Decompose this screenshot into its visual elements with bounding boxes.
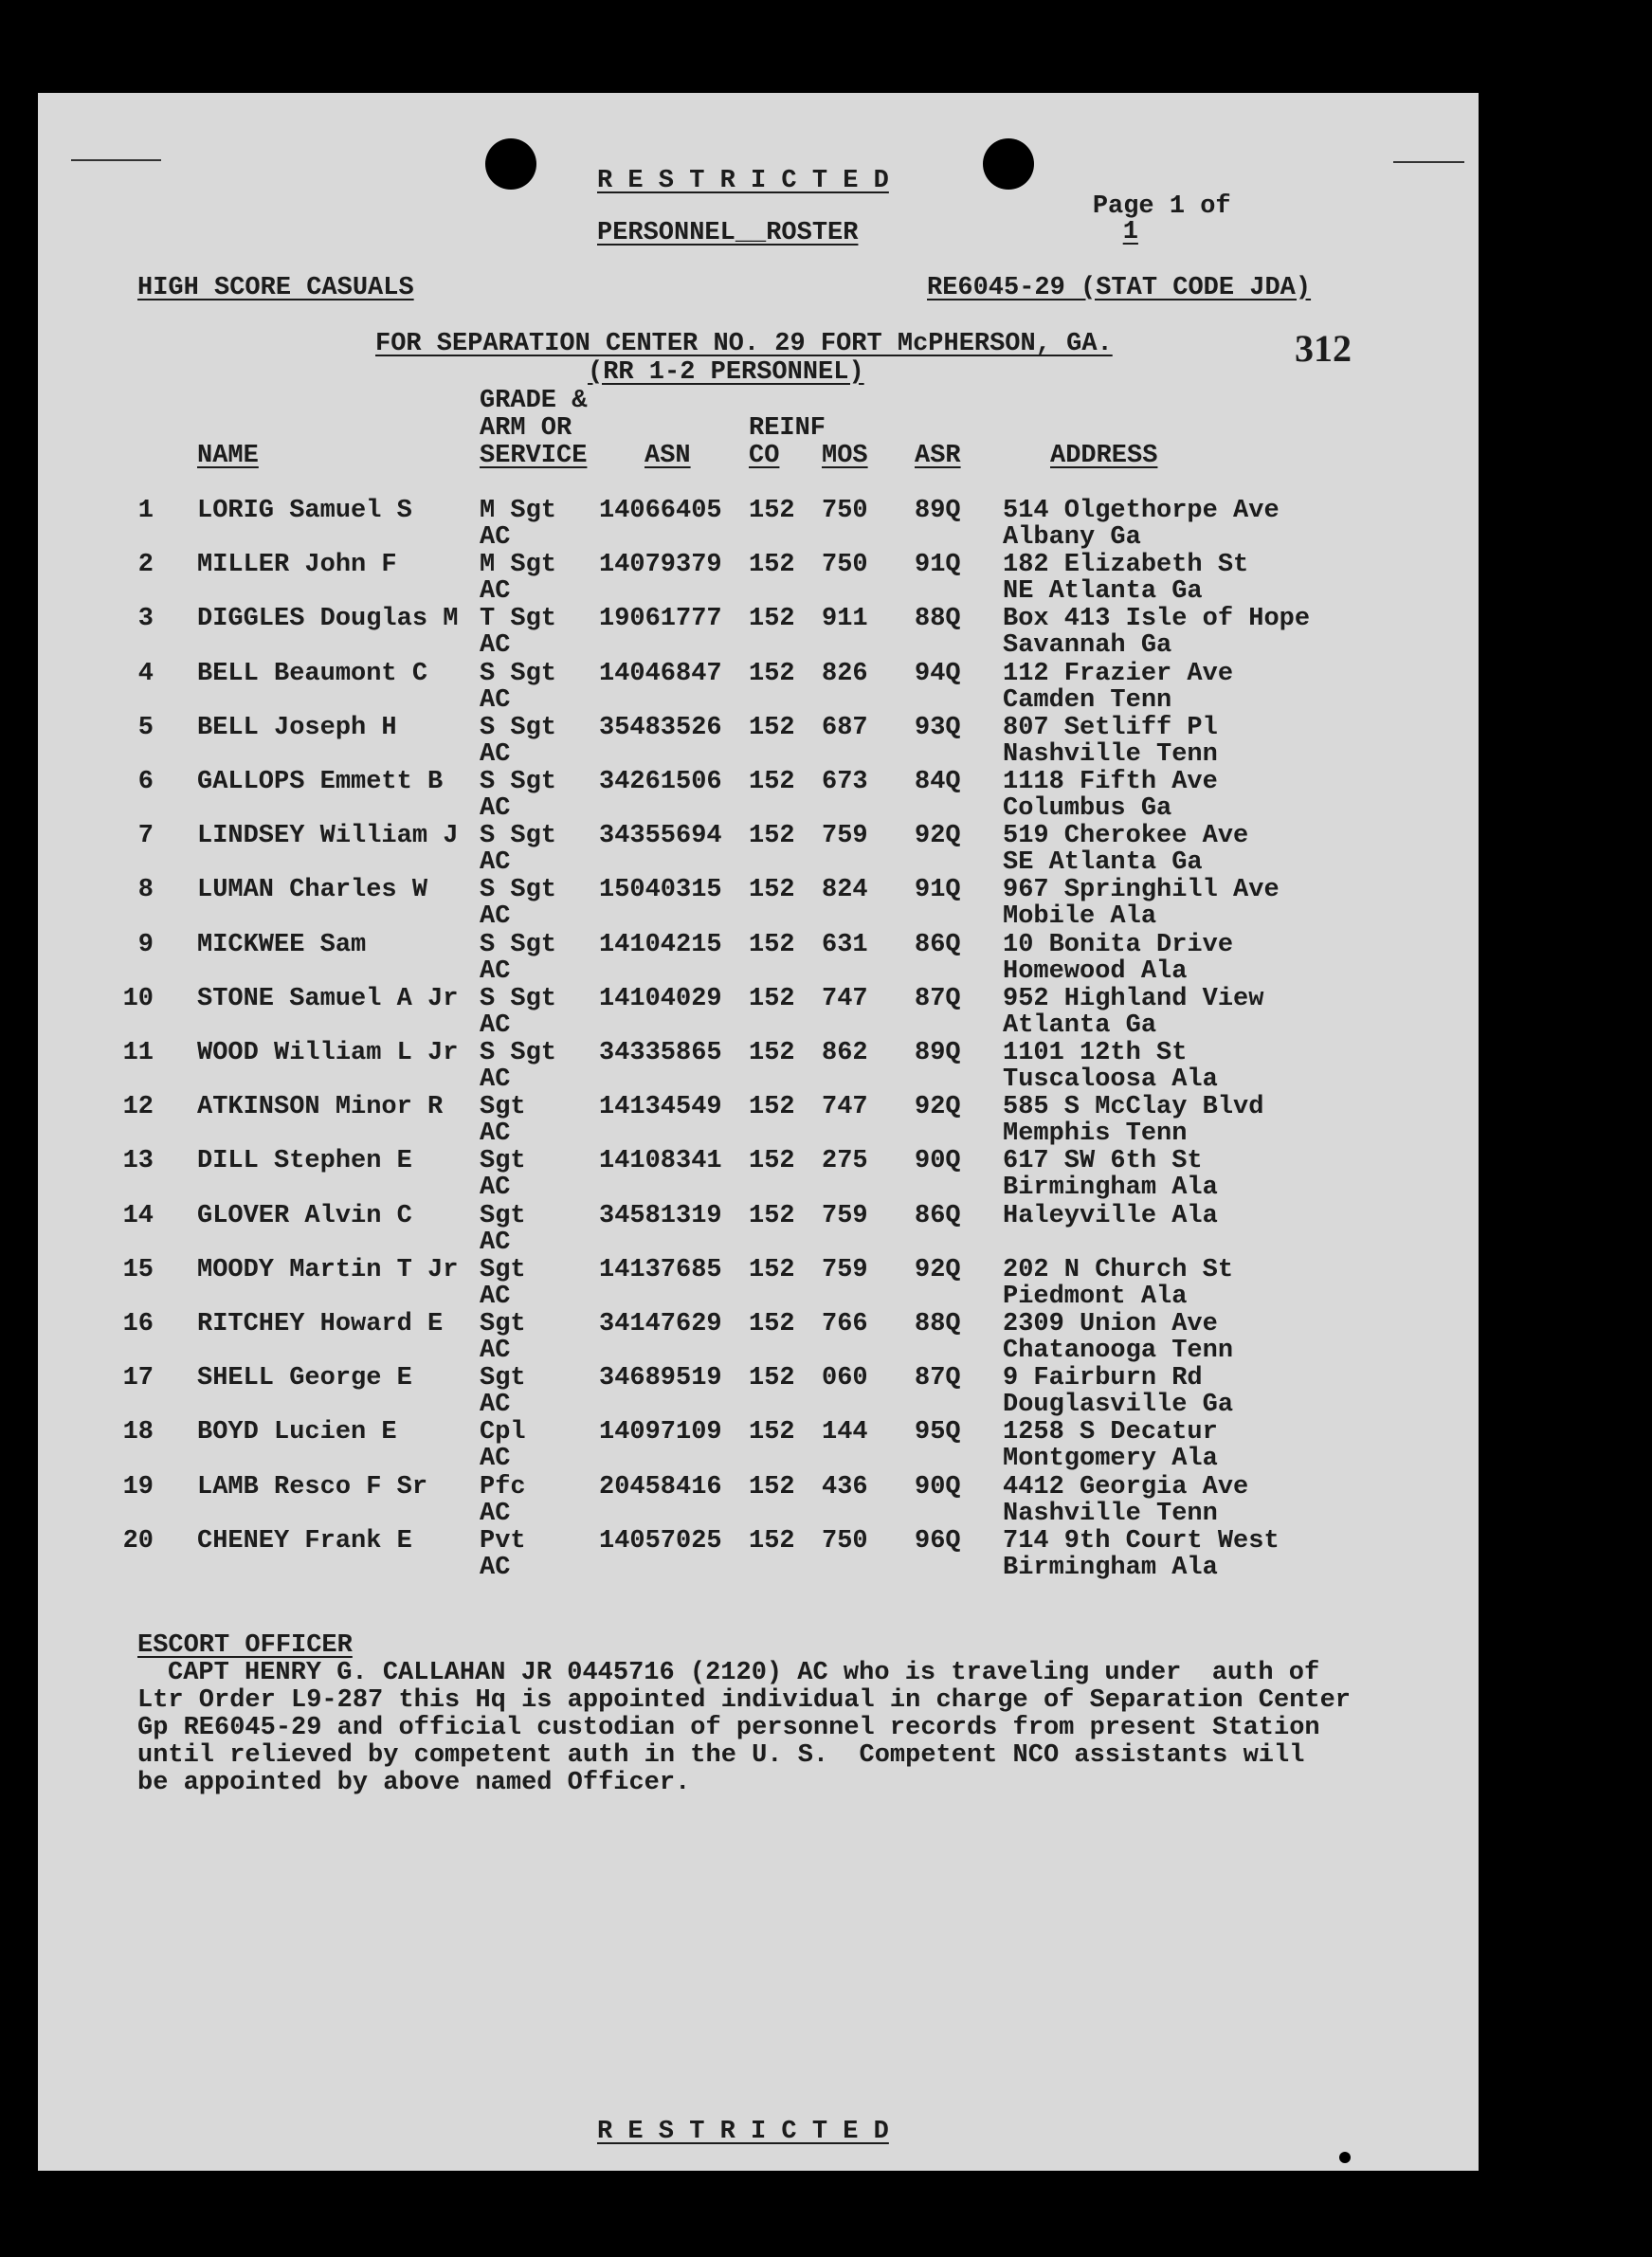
punch-hole-left — [485, 138, 536, 190]
row-number: 10 — [122, 985, 154, 1013]
row-asn: 34335865 — [599, 1039, 722, 1067]
escort-line: Ltr Order L9-287 this Hq is appointed individual in charge of Separation Center — [137, 1686, 1352, 1715]
row-grade: S Sgt — [480, 985, 557, 1013]
row-name: MOODY Martin T Jr — [197, 1256, 459, 1284]
col-mos: MOS — [822, 442, 868, 470]
row-mos: 275 — [822, 1147, 868, 1175]
row-grade: Sgt — [480, 1202, 526, 1230]
row-address-1: 4412 Georgia Ave — [1003, 1473, 1249, 1502]
row-arm: AC — [480, 957, 511, 986]
row-asn: 34689519 — [599, 1364, 722, 1392]
row-grade: S Sgt — [480, 931, 557, 959]
row-mos: 060 — [822, 1364, 868, 1392]
row-asr: 90Q — [915, 1473, 961, 1502]
row-asn: 35483526 — [599, 714, 722, 742]
row-number: 6 — [137, 768, 154, 796]
stamp-number: 312 — [1295, 327, 1352, 370]
row-number: 8 — [137, 876, 154, 904]
row-arm: AC — [480, 631, 511, 660]
row-name: WOOD William L Jr — [197, 1039, 459, 1067]
row-number: 3 — [137, 605, 154, 633]
row-co: 152 — [749, 1202, 795, 1230]
page-prefix: Page 1 of — [1092, 192, 1231, 221]
row-name: BELL Joseph H — [197, 714, 397, 742]
row-name: BELL Beaumont C — [197, 660, 428, 688]
row-name: CHENEY Frank E — [197, 1527, 412, 1556]
row-mos: 144 — [822, 1418, 868, 1447]
row-grade: S Sgt — [480, 768, 557, 796]
row-address-2: Nashville Tenn — [1003, 740, 1218, 769]
row-co: 152 — [749, 605, 795, 633]
row-grade: Sgt — [480, 1093, 526, 1121]
row-arm: AC — [480, 1283, 511, 1311]
row-mos: 687 — [822, 714, 868, 742]
row-asn: 34581319 — [599, 1202, 722, 1230]
row-name: GALLOPS Emmett B — [197, 768, 444, 796]
row-asr: 92Q — [915, 822, 961, 850]
row-address-1: 807 Setliff Pl — [1003, 714, 1218, 742]
row-asn: 14104029 — [599, 985, 722, 1013]
row-number: 1 — [137, 497, 154, 525]
row-asr: 94Q — [915, 660, 961, 688]
row-address-1: 967 Springhill Ave — [1003, 876, 1280, 904]
row-arm: AC — [480, 902, 511, 931]
row-asr: 87Q — [915, 985, 961, 1013]
row-asn: 14097109 — [599, 1418, 722, 1447]
row-mos: 436 — [822, 1473, 868, 1502]
row-mos: 911 — [822, 605, 868, 633]
row-grade: Pvt — [480, 1527, 526, 1556]
row-co: 152 — [749, 1473, 795, 1502]
row-number: 19 — [122, 1473, 154, 1502]
row-asn: 14134549 — [599, 1093, 722, 1121]
restricted-header: R E S T R I C T E D — [597, 167, 889, 195]
row-number: 20 — [122, 1527, 154, 1556]
ink-dot — [1339, 2152, 1351, 2163]
page-title: PERSONNEL__ROSTER — [597, 219, 859, 247]
row-mos: 747 — [822, 985, 868, 1013]
row-address-2: Albany Ga — [1003, 523, 1141, 552]
row-asr: 88Q — [915, 1310, 961, 1338]
row-asr: 84Q — [915, 768, 961, 796]
row-grade: S Sgt — [480, 714, 557, 742]
row-address-2: Nashville Tenn — [1003, 1500, 1218, 1528]
row-asr: 95Q — [915, 1418, 961, 1447]
row-grade: S Sgt — [480, 876, 557, 904]
row-address-2: Birmingham Ala — [1003, 1174, 1218, 1202]
escort-heading: ESCORT OFFICER — [137, 1631, 353, 1660]
row-asn: 15040315 — [599, 876, 722, 904]
row-number: 5 — [137, 714, 154, 742]
row-name: LUMAN Charles W — [197, 876, 428, 904]
row-co: 152 — [749, 985, 795, 1013]
row-address-1: 182 Elizabeth St — [1003, 551, 1249, 579]
row-name: DIGGLES Douglas M — [197, 605, 459, 633]
row-grade: M Sgt — [480, 551, 557, 579]
row-number: 7 — [137, 822, 154, 850]
row-asr: 90Q — [915, 1147, 961, 1175]
row-co: 152 — [749, 768, 795, 796]
row-grade: Sgt — [480, 1147, 526, 1175]
escort-line: until relieved by competent auth in the U. S. Competent NCO assistants will — [137, 1741, 1305, 1770]
row-address-2: Savannah Ga — [1003, 631, 1172, 660]
row-asr: 86Q — [915, 931, 961, 959]
row-address-2: Homewood Ala — [1003, 957, 1188, 986]
row-co: 152 — [749, 1093, 795, 1121]
row-number: 9 — [137, 931, 154, 959]
row-number: 11 — [122, 1039, 154, 1067]
row-asr: 96Q — [915, 1527, 961, 1556]
row-co: 152 — [749, 1364, 795, 1392]
row-asn: 34147629 — [599, 1310, 722, 1338]
col-name: NAME — [197, 442, 259, 470]
row-address-2: Piedmont Ala — [1003, 1283, 1188, 1311]
row-address-2: Mobile Ala — [1003, 902, 1157, 931]
row-asr: 91Q — [915, 551, 961, 579]
row-number: 17 — [122, 1364, 154, 1392]
row-address-1: 202 N Church St — [1003, 1256, 1234, 1284]
row-address-1: 1258 S Decatur — [1003, 1418, 1218, 1447]
margin-mark — [71, 159, 161, 161]
row-grade: Sgt — [480, 1310, 526, 1338]
row-grade: M Sgt — [480, 497, 557, 525]
row-grade: Cpl — [480, 1418, 526, 1447]
row-address-1: 514 Olgethorpe Ave — [1003, 497, 1280, 525]
row-address-1: 2309 Union Ave — [1003, 1310, 1218, 1338]
row-name: BOYD Lucien E — [197, 1418, 397, 1447]
row-name: LAMB Resco F Sr — [197, 1473, 428, 1502]
row-grade: S Sgt — [480, 822, 557, 850]
row-name: SHELL George E — [197, 1364, 412, 1392]
row-asn: 19061777 — [599, 605, 722, 633]
row-asr: 86Q — [915, 1202, 961, 1230]
row-asn: 14079379 — [599, 551, 722, 579]
row-asn: 14066405 — [599, 497, 722, 525]
row-name: ATKINSON Minor R — [197, 1093, 444, 1121]
center-subtitle: (RR 1-2 PERSONNEL) — [588, 358, 864, 387]
row-number: 16 — [122, 1310, 154, 1338]
row-mos: 759 — [822, 1202, 868, 1230]
row-address-1: 519 Cherokee Ave — [1003, 822, 1249, 850]
row-asr: 92Q — [915, 1093, 961, 1121]
row-asr: 88Q — [915, 605, 961, 633]
escort-line: be appointed by above named Officer. — [137, 1769, 691, 1797]
escort-line: CAPT HENRY G. CALLAHAN JR 0445716 (2120) AC who is traveling under auth of — [168, 1659, 1320, 1687]
row-arm: AC — [480, 1391, 511, 1419]
row-asn: 34355694 — [599, 822, 722, 850]
row-co: 152 — [749, 497, 795, 525]
row-asn: 14137685 — [599, 1256, 722, 1284]
row-arm: AC — [480, 686, 511, 715]
row-asn: 14057025 — [599, 1527, 722, 1556]
row-address-2: Columbus Ga — [1003, 794, 1172, 823]
row-arm: AC — [480, 1119, 511, 1148]
row-arm: AC — [480, 1445, 511, 1473]
row-address-1: 952 Highland View — [1003, 985, 1264, 1013]
row-arm: AC — [480, 1500, 511, 1528]
row-arm: AC — [480, 523, 511, 552]
row-name: MILLER John F — [197, 551, 397, 579]
row-address-2: Chatanooga Tenn — [1003, 1337, 1234, 1365]
row-address-2: Birmingham Ala — [1003, 1554, 1218, 1582]
col-grade-line-1: GRADE & — [480, 387, 588, 415]
row-arm: AC — [480, 1554, 511, 1582]
row-address-2: Memphis Tenn — [1003, 1119, 1188, 1148]
row-address-2: Douglasville Ga — [1003, 1391, 1234, 1419]
row-grade: T Sgt — [480, 605, 557, 633]
row-mos: 759 — [822, 822, 868, 850]
row-address-1: 10 Bonita Drive — [1003, 931, 1234, 959]
row-mos: 862 — [822, 1039, 868, 1067]
row-address-1: 112 Frazier Ave — [1003, 660, 1234, 688]
row-co: 152 — [749, 1310, 795, 1338]
page-total: 1 — [1122, 218, 1138, 246]
row-asr: 93Q — [915, 714, 961, 742]
row-grade: Sgt — [480, 1364, 526, 1392]
row-address-1: 617 SW 6th St — [1003, 1147, 1203, 1175]
row-number: 15 — [122, 1256, 154, 1284]
col-address: ADDRESS — [1050, 442, 1158, 470]
row-mos: 750 — [822, 1527, 868, 1556]
row-mos: 824 — [822, 876, 868, 904]
row-co: 152 — [749, 1418, 795, 1447]
col-co: CO — [749, 442, 780, 470]
row-address-2: SE Atlanta Ga — [1003, 848, 1203, 877]
row-asn: 34261506 — [599, 768, 722, 796]
row-mos: 631 — [822, 931, 868, 959]
row-mos: 826 — [822, 660, 868, 688]
row-arm: AC — [480, 1337, 511, 1365]
row-number: 2 — [137, 551, 154, 579]
row-arm: AC — [480, 794, 511, 823]
row-address-1: 1118 Fifth Ave — [1003, 768, 1218, 796]
row-mos: 766 — [822, 1310, 868, 1338]
escort-line: Gp RE6045-29 and official custodian of personnel records from present Station — [137, 1714, 1320, 1742]
row-grade: S Sgt — [480, 660, 557, 688]
row-name: LINDSEY William J — [197, 822, 459, 850]
row-arm: AC — [480, 848, 511, 877]
row-co: 152 — [749, 822, 795, 850]
row-name: RITCHEY Howard E — [197, 1310, 444, 1338]
row-address-1: Box 413 Isle of Hope — [1003, 605, 1311, 633]
row-co: 152 — [749, 1039, 795, 1067]
row-asr: 92Q — [915, 1256, 961, 1284]
col-reinf: REINF — [749, 414, 826, 443]
row-co: 152 — [749, 876, 795, 904]
row-number: 4 — [137, 660, 154, 688]
center-title: FOR SEPARATION CENTER NO. 29 FORT McPHERSON, GA. — [375, 330, 1113, 358]
row-co: 152 — [749, 714, 795, 742]
row-asn: 14108341 — [599, 1147, 722, 1175]
row-asr: 89Q — [915, 497, 961, 525]
restricted-footer: R E S T R I C T E D — [597, 2118, 889, 2146]
row-address-1: 1101 12th St — [1003, 1039, 1188, 1067]
row-mos: 673 — [822, 768, 868, 796]
col-grade-line-3: SERVICE — [480, 442, 588, 470]
row-address-1: Haleyville Ala — [1003, 1202, 1218, 1230]
row-asr: 89Q — [915, 1039, 961, 1067]
row-name: GLOVER Alvin C — [197, 1202, 412, 1230]
col-grade-line-2: ARM OR — [480, 414, 572, 443]
row-mos: 750 — [822, 497, 868, 525]
row-asr: 91Q — [915, 876, 961, 904]
row-mos: 747 — [822, 1093, 868, 1121]
row-name: DILL Stephen E — [197, 1147, 412, 1175]
row-arm: AC — [480, 740, 511, 769]
row-grade: S Sgt — [480, 1039, 557, 1067]
row-number: 12 — [122, 1093, 154, 1121]
row-address-2: NE Atlanta Ga — [1003, 577, 1203, 606]
col-asr: ASR — [915, 442, 961, 470]
row-name: MICKWEE Sam — [197, 931, 367, 959]
row-address-1: 714 9th Court West — [1003, 1527, 1280, 1556]
col-asn: ASN — [644, 442, 691, 470]
row-address-1: 585 S McClay Blvd — [1003, 1093, 1264, 1121]
row-co: 152 — [749, 931, 795, 959]
row-name: LORIG Samuel S — [197, 497, 412, 525]
row-arm: AC — [480, 1229, 511, 1257]
row-number: 18 — [122, 1418, 154, 1447]
row-number: 13 — [122, 1147, 154, 1175]
unit-name: HIGH SCORE CASUALS — [137, 274, 414, 302]
row-co: 152 — [749, 1256, 795, 1284]
row-number: 14 — [122, 1202, 154, 1230]
row-grade: Sgt — [480, 1256, 526, 1284]
row-address-2: Atlanta Ga — [1003, 1011, 1157, 1040]
document-page — [38, 93, 1479, 2171]
row-mos: 759 — [822, 1256, 868, 1284]
row-name: STONE Samuel A Jr — [197, 985, 459, 1013]
row-arm: AC — [480, 1011, 511, 1040]
row-address-2: Camden Tenn — [1003, 686, 1172, 715]
row-address-2: Tuscaloosa Ala — [1003, 1065, 1218, 1094]
row-mos: 750 — [822, 551, 868, 579]
row-grade: Pfc — [480, 1473, 526, 1502]
row-co: 152 — [749, 660, 795, 688]
row-arm: AC — [480, 1174, 511, 1202]
punch-hole-right — [983, 138, 1034, 190]
row-arm: AC — [480, 577, 511, 606]
row-asr: 87Q — [915, 1364, 961, 1392]
row-address-1: 9 Fairburn Rd — [1003, 1364, 1203, 1392]
row-asn: 14104215 — [599, 931, 722, 959]
row-co: 152 — [749, 551, 795, 579]
row-asn: 20458416 — [599, 1473, 722, 1502]
row-co: 152 — [749, 1147, 795, 1175]
row-asn: 14046847 — [599, 660, 722, 688]
page-indicator — [1031, 169, 1231, 271]
row-address-2: Montgomery Ala — [1003, 1445, 1218, 1473]
margin-mark — [1393, 161, 1464, 163]
row-co: 152 — [749, 1527, 795, 1556]
row-arm: AC — [480, 1065, 511, 1094]
stat-code: RE6045-29 (STAT CODE JDA) — [927, 274, 1312, 302]
